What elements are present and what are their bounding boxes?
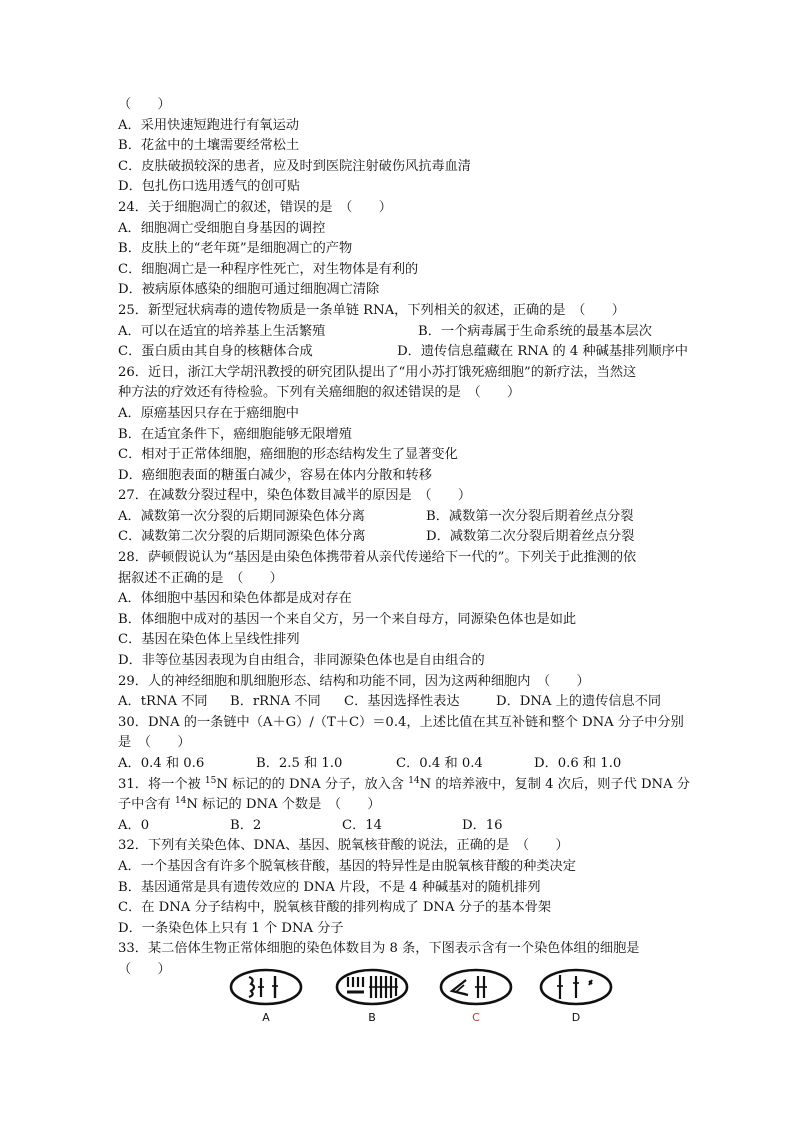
q23-option-c: C．皮肤破损较深的患者，应及时到医院注射破伤风抗毒血清 [118,158,471,174]
q31-option-a: A．0 [118,817,150,833]
q27-options-row-2 [118,527,688,548]
cell-figure-b [334,967,410,1025]
q25-option-b: B．一个病毒属于生命系统的最基本层次 [418,323,652,339]
q31-options-row [118,816,688,837]
q28-option-d: D．非等位基因表现为自由组合，非同源染色体也是自由组合的 [118,653,485,669]
q31-sup-15: 15 [204,775,217,786]
q29-option-a: A．tRNA 不同 [118,694,208,710]
q33-figures [118,983,688,1047]
q29-option-d: D．DNA 上的遗传信息不同 [496,694,662,710]
q24-option-a: A．细胞凋亡受细胞自身基因的调控 [118,220,326,236]
q31-sup-14a: 14 [408,775,420,786]
q32-stem: 32．下列有关染色体、DNA、基因、脱氧核苷酸的说法，正确的是 （ ） [118,838,569,854]
q26-stem-line-1: 26．近日，浙江大学胡汛教授的研究团队提出了“用小苏打饿死癌细胞”的新疗法，当然这 [118,364,637,380]
q28-option-a: A．体细胞中基因和染色体都是成对存在 [118,591,352,607]
figure-label-a: A [262,1010,270,1024]
q31-stem-line-1 [118,775,688,796]
q27-options-row-1 [118,507,688,528]
q24-option-c: C．细胞凋亡是一种程序性死亡，对生物体是有利的 [118,261,419,277]
q24-option-b: B．皮肤上的“老年斑”是细胞凋亡的产物 [118,241,353,257]
figure-label-b: B [368,1010,376,1024]
q27-option-b: B．减数第一次分裂后期着丝点分裂 [426,508,634,524]
q31-text-1: 31．将一个被 [118,776,205,792]
q23-bracket: （ ） [118,97,171,112]
q27-option-a: A．减数第一次分裂的后期同源染色体分离 [118,508,365,524]
q28-stem-line-2: 据叙述不正确的是 （ ） [118,570,283,586]
q32-option-c: C．在 DNA 分子结构中，脱氧核苷酸的排列构成了 DNA 分子的基本骨架 [118,900,552,916]
cell-figure-d [538,967,614,1025]
q24-option-d: D．被病原体感染的细胞可通过细胞凋亡清除 [118,282,380,298]
q31-text-4: 子中含有 [118,797,175,813]
q29-option-b: B．rRNA 不同 [230,694,321,710]
cell-d-diagram [538,967,614,1007]
q32-option-a: A．一个基因含有许多个脱氧核苷酸，基因的特异性是由脱氧核苷酸的种类决定 [118,858,576,874]
q24-stem: 24．关于细胞凋亡的叙述，错误的是 （ ） [118,199,392,215]
q26-option-c: C．相对于正常体细胞，癌细胞的形态结构发生了显著变化 [118,447,458,463]
q31-text-5: N 标记的 DNA 个数是 （ ） [186,797,381,813]
q30-option-d: D．0.6 和 1.0 [534,756,622,771]
q31-option-c: C．14 [342,817,383,833]
q31-text-2: N 标记的的 DNA 分子，放入含 [216,776,409,792]
q31-option-d: D．16 [462,817,503,833]
q31-text-3: N 的培养液中，复制 4 次后，则子代 DNA 分 [419,776,690,792]
q28-option-c: C．基因在染色体上呈线性排列 [118,632,300,648]
q25-option-d: D．遗传信息蕴藏在 RNA 的 4 种碱基排列顺序中 [397,344,688,360]
figure-label-c: C [472,1010,480,1024]
q29-option-c: C．基因选择性表达 [344,694,460,710]
q26-option-b: B．在适宜条件下，癌细胞能够无限增殖 [118,426,352,442]
cell-b-diagram [334,967,410,1007]
q26-stem-line-2: 种方法的疗效还有待检验。下列有关癌细胞的叙述错误的是 （ ） [118,385,521,401]
q30-option-a: A．0.4 和 0.6 [118,756,205,771]
q23-option-d: D．包扎伤口选用透气的创可贴 [118,179,301,195]
q25-options-row-1 [118,322,688,343]
q26-option-d: D．癌细胞表面的糖蛋白减少，容易在体内分散和转移 [118,467,432,483]
q25-options-row-2 [118,342,688,363]
q25-stem: 25．新型冠状病毒的遗传物质是一条单链 RNA，下列相关的叙述，正确的是 （ ） [118,302,625,318]
q30-option-b: B．2.5 和 1.0 [256,756,343,771]
q25-option-a: A．可以在适宜的培养基上生活繁殖 [118,323,326,339]
q31-option-b: B．2 [230,817,262,833]
q30-stem-line-1: 30．DNA 的一条链中（A＋G）/（T＋C）＝0.4，上述比值在其互补链和整个 DNA 分子中分别 [118,714,684,730]
q30-options-row [118,754,688,775]
q25-option-c: C．蛋白质由其自身的核糖体合成 [118,344,313,360]
q23-option-b: B．花盆中的土壤需要经常松土 [118,138,300,154]
q31-sup-14b: 14 [174,796,187,807]
cell-figure-a [228,967,304,1025]
figure-label-d: D [571,1010,581,1024]
q33-stem: 33．某二倍体生物正常体细胞的染色体数目为 8 条，下图表示含有一个染色体组的细胞是 [118,941,640,957]
q26-option-a: A．原癌基因只存在于癌细胞中 [118,405,299,421]
q30-option-c: C．0.4 和 0.4 [396,756,483,771]
q27-option-c: C．减数第二次分裂的后期同源染色体分离 [118,529,366,545]
cell-figure-c [438,967,514,1025]
q27-stem: 27．在减数分裂过程中，染色体数目减半的原因是 （ ） [118,488,472,504]
q30-stem-line-2: 是 （ ） [118,735,191,751]
cell-c-diagram [438,967,514,1007]
q27-option-d: D．减数第二次分裂后期着丝点分裂 [426,529,635,545]
q29-stem: 29．人的神经细胞和肌细胞形态、结构和功能不同，因为这两种细胞内 （ ） [118,673,590,689]
q32-option-b: B．基因通常是具有遗传效应的 DNA 片段，不是 4 种碱基对的随机排列 [118,879,541,895]
cell-a-diagram [228,967,304,1007]
q28-stem-line-1: 28．萨顿假说认为“基因是由染色体携带着从亲代传递给下一代的”。下列关于此推测的依 [118,550,637,566]
q32-option-d: D．一条染色体上只有 1 个 DNA 分子 [118,920,344,936]
q28-option-b: B．体细胞中成对的基因一个来自父方，另一个来自母方，同源染色体也是如此 [118,611,577,627]
q31-stem-line-2 [118,795,688,816]
exam-page [118,95,688,1047]
q23-option-a: A．采用快速短跑进行有氧运动 [118,117,299,133]
q29-options-row [118,692,688,713]
q33-bracket: （ ） [118,961,171,977]
